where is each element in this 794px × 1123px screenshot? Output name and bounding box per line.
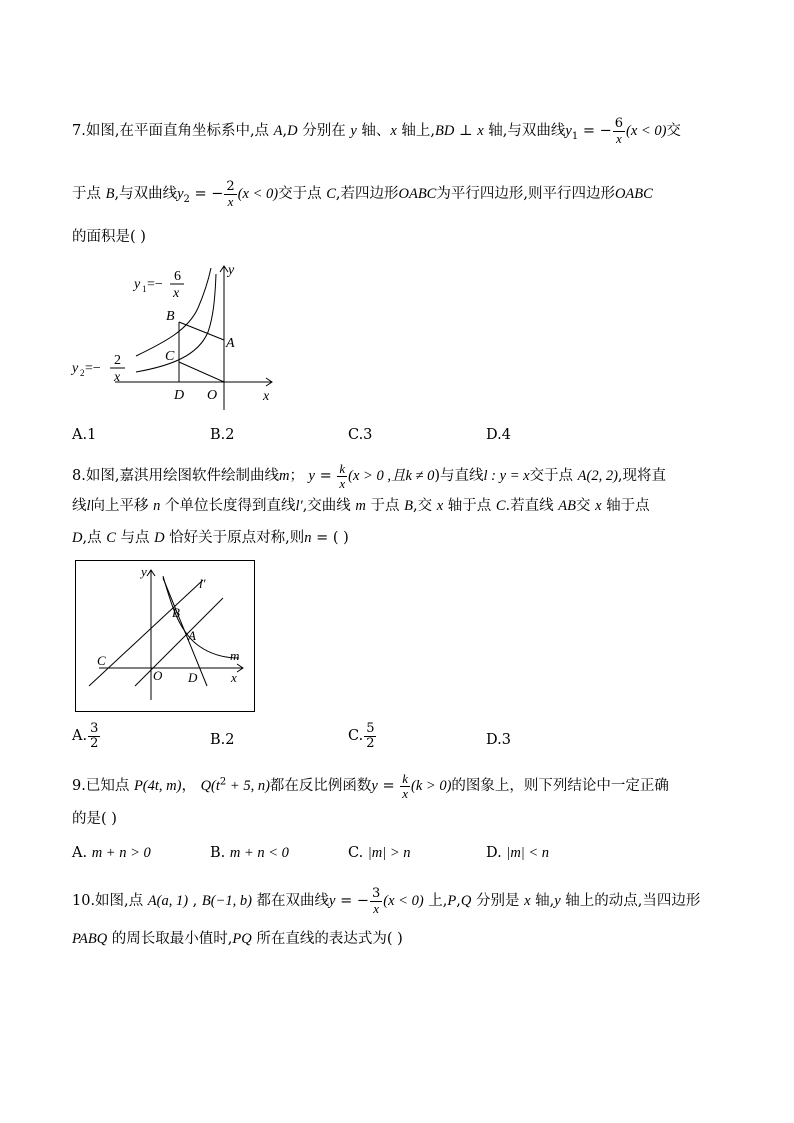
equation: l : y = x [483,468,530,485]
option-prefix: C. [348,728,364,745]
text: 线 [72,498,87,514]
point-q-rest: + 5, n) [226,778,270,795]
q8-option-a[interactable] [72,722,101,750]
text: 轴于点 [443,498,496,514]
var: AB [558,498,576,514]
label-a: A [226,336,235,351]
var: Q [460,893,472,910]
text: 所在直线的表达式为( ) [251,931,403,947]
fraction [370,887,382,915]
label-c: C [165,349,175,364]
var: n [304,530,312,546]
q10-line-2 [72,932,403,947]
option-text: m + n > 0 [91,845,151,861]
text: = − [335,893,370,910]
denominator: x [402,785,409,801]
var: BD [435,123,455,140]
text: 10.如图,点 [72,893,148,910]
q9-option-d[interactable] [486,845,549,862]
option-prefix: B. [210,845,230,861]
fraction [364,722,376,750]
superscript: 2 [219,776,227,788]
text: 恰好关于原点对称,则 [164,530,305,546]
var: A [273,123,283,140]
point: A(2, 2) [577,468,618,485]
option-prefix: D. [486,845,507,861]
q8-option-d[interactable]: D.3 [486,732,511,748]
q8-line-3 [72,531,349,546]
fraction [337,462,347,490]
label-d: D [188,670,198,685]
label-b: B [172,605,180,620]
label-y2-eq: =− [85,361,101,376]
var: y [565,123,572,140]
label-y: y [228,263,235,278]
q8-line-1 [72,462,666,490]
denominator: x [227,193,234,209]
label-b: B [166,309,175,324]
segment-co [179,362,224,382]
text: 交于点 [278,186,327,203]
text: ,交曲线 [302,498,356,514]
text: 上, [423,893,448,910]
text: 交 [666,123,681,140]
numerator: 6 [614,116,624,131]
q7-option-d[interactable]: D.4 [486,427,511,443]
q7-line-3: 的面积是( ) [72,229,146,245]
var: x [477,123,484,140]
numerator: k [402,771,409,786]
option-text: m + n < 0 [229,845,289,861]
text: 于点 [365,498,405,514]
var: x [524,893,531,910]
option-prefix: A. [72,728,88,745]
condition: (x < 0) [383,893,424,910]
q7-figure [70,260,290,420]
var: x [436,498,444,514]
q8-figure [75,560,255,712]
label-y2-sub: 2 [80,368,85,378]
var: y [329,893,336,910]
var: l [86,498,91,514]
label-y2: y [72,361,79,376]
var: B [105,186,115,203]
text: ； [289,468,309,485]
var: n [153,498,161,514]
label-y1-den: x [173,286,180,301]
segment-ba [179,322,224,340]
var: x [595,498,602,514]
label-a: A [188,628,196,643]
text: 为平行四边形,则平行四边形 [436,186,615,203]
fraction [224,180,236,208]
q8-option-c[interactable] [348,722,377,750]
option-text: |m| < n [506,845,550,861]
text: )与直线 [434,468,484,485]
var: C [495,498,506,514]
var: OABC [614,186,653,203]
text: = − [189,186,224,203]
text: , [282,123,288,140]
q7-line-2 [72,180,653,208]
label-d: D [174,388,185,403]
q8-option-b[interactable]: B.2 [210,732,235,748]
label-y1: y [134,277,141,292]
label-c: C [97,653,106,668]
text: .若直线 [505,498,559,514]
point-p: P(4t, m) [133,778,182,795]
q8-line-2 [72,499,650,514]
var: x [390,123,397,140]
text: 8.如图,嘉淇用绘图软件绘制曲线 [72,468,279,485]
condition: (k > 0) [411,778,452,795]
var: m [278,468,290,485]
text: 分别在 [297,123,351,140]
var: B [404,498,413,514]
var: y [177,186,184,203]
text: ,交 [412,498,437,514]
text: ， [181,778,201,795]
text: = [314,468,337,485]
fraction [613,117,625,145]
q10-line-1 [72,887,700,915]
label-x: x [231,670,237,685]
text: 轴于点 [601,498,650,514]
numerator: 3 [372,886,381,901]
text: 9.已知点 [72,778,134,795]
q7-option-b[interactable]: B.2 [210,427,235,443]
var: C [326,186,336,203]
var: l′ [295,498,303,514]
label-y1-eq: =− [147,277,163,292]
var: y [371,778,378,795]
label-l-prime: l′ [199,576,206,591]
text: 交于点 [529,468,578,485]
var: D [154,530,165,546]
q7-option-c[interactable]: C.3 [348,427,373,443]
numerator: 2 [226,179,235,194]
label-m: m [230,648,240,663]
subscript: 2 [183,194,190,206]
denominator: 2 [366,735,375,751]
text: 个单位长度得到直线 [160,498,296,514]
text: = − [578,123,612,140]
text: ⊥ [454,123,478,140]
text: ,若四边形 [335,186,399,203]
condition: k ≠ 0 [405,468,435,485]
text: 于点 [72,186,106,203]
condition: (x > 0 ,且 [348,468,406,485]
fraction [88,722,100,750]
condition: (x < 0) [626,123,667,140]
q9-option-b[interactable] [210,845,289,862]
numerator: 5 [366,721,375,736]
label-x: x [263,389,270,404]
q7-option-a[interactable]: A.1 [72,427,97,443]
q7-line-1 [72,117,681,145]
label-y2-den: x [114,370,121,385]
var: P [447,893,457,910]
var: D [287,123,298,140]
text: 轴上, [396,123,436,140]
numerator: k [339,461,346,476]
text: ,现将直 [617,468,667,485]
label-y: y [141,564,147,579]
point-q: Q(t [200,778,220,795]
text: = ( ) [311,530,349,546]
option-prefix: C. [348,845,368,861]
text: , [188,893,202,910]
var: D [72,530,83,546]
text: ,点 [82,530,107,546]
denominator: x [616,130,622,146]
label-y1-sub: 1 [142,284,147,294]
fraction [400,772,410,800]
denominator: 2 [90,735,99,751]
text: = [377,778,400,795]
numerator: 3 [90,721,99,736]
label-y2-num: 2 [114,353,121,368]
label-o: O [207,388,218,403]
denominator: x [373,900,380,916]
text: 的图象上，则下列结论中一定正确 [451,778,669,795]
text: 交 [575,498,596,514]
subscript: 1 [571,131,579,143]
text: 分别是 [471,893,525,910]
text: 轴上的动点,当四边形 [560,893,701,910]
var: y [554,893,561,910]
denominator: x [339,475,346,491]
text: 都在反比例函数 [269,778,372,795]
text: , [456,893,461,910]
var: C [106,530,116,546]
point-a: A(a, 1) [147,893,189,910]
text: ,与双曲线 [114,186,178,203]
label-y1-num: 6 [174,269,181,284]
var: OABC [398,186,437,203]
option-text: |m| > n [367,845,411,861]
var: PQ [232,931,252,947]
text: 轴、 [356,123,391,140]
var: PABQ [72,931,108,947]
option-prefix: A. [72,845,92,861]
condition: (x < 0) [237,186,279,203]
q9-line-1 [72,772,669,800]
text: 向上平移 [90,498,154,514]
var: y [350,123,357,140]
text: 轴, [530,893,555,910]
text: 与点 [115,530,155,546]
var: y [308,468,315,485]
text: 轴,与双曲线 [483,123,566,140]
label-o: O [153,668,163,683]
var: m [355,498,366,514]
q9-option-c[interactable] [348,845,411,862]
text: 都在双曲线 [251,893,330,910]
text: 7.如图,在平面直角坐标系中,点 [72,123,274,140]
q9-option-a[interactable] [72,845,151,862]
text: 的周长取最小值时, [107,931,233,947]
q9-line-2: 的是( ) [72,811,117,827]
point-b: B(−1, b) [201,893,252,910]
